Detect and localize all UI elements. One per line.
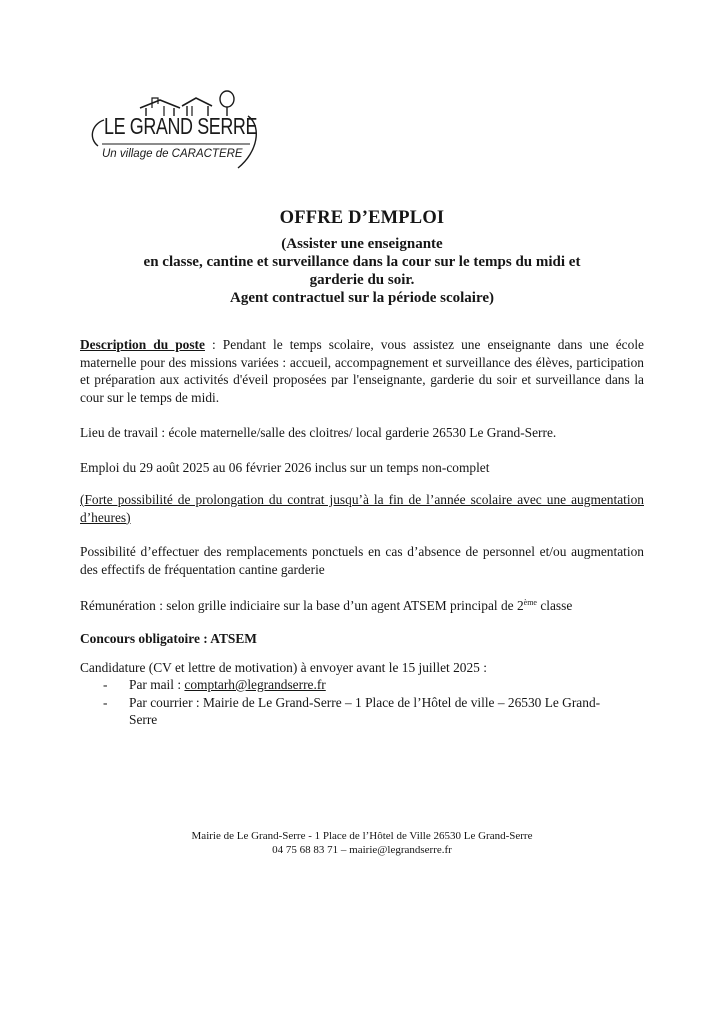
municipal-logo xyxy=(82,86,262,186)
remuneration xyxy=(80,594,644,615)
remuneration-text: Rémunération : selon grille indiciaire sur la base d’un agent ATSEM principal de 2 xyxy=(80,598,524,613)
work-location: Lieu de travail : école maternelle/salle des cloitres/ local garderie 26530 Le Grand-Serre. xyxy=(80,425,557,440)
mail-label: Par mail : xyxy=(129,677,185,692)
email-link[interactable]: comptarh@legrandserre.fr xyxy=(184,677,326,692)
remuneration-ordinal: ème xyxy=(523,598,537,607)
offer-subtitle-line-1: (Assister une enseignante xyxy=(281,236,443,252)
required-exam: Concours obligatoire : ATSEM xyxy=(80,631,257,646)
offer-title: OFFRE D’EMPLOI xyxy=(279,208,445,228)
bullet-dash: - xyxy=(103,677,108,692)
extension-note: (Forte possibilité de prolongation du contrat jusqu’à la fin de l’année scolaire avec une augmentation d’heures) xyxy=(80,492,644,525)
application-methods xyxy=(103,676,623,729)
job-description xyxy=(80,336,644,406)
list-item xyxy=(103,676,623,694)
remuneration-class: classe xyxy=(536,598,573,613)
job-description-label: Description du poste xyxy=(80,337,205,352)
postal-address: Par courrier : Mairie de Le Grand-Serre – 1 Place de l’Hôtel de ville – 26530 Le Grand-Serre xyxy=(129,694,601,727)
offer-subtitle-line-2: en classe, cantine et surveillance dans la cour sur le temps du midi et xyxy=(143,254,581,270)
employment-period: Emploi du 29 août 2025 au 06 février 2026 inclus sur un temps non-complet xyxy=(80,460,490,475)
replacement-note: Possibilité d’effectuer des remplacements ponctuels en cas d’absence de personnel et/ou augmentation des effectifs de fréquentation cantine garderie xyxy=(80,544,644,577)
offer-subtitle-line-3: garderie du soir. xyxy=(309,272,415,288)
logo-subtitle: Un village de CARACTERE xyxy=(102,148,243,160)
offer-subtitle-line-4: Agent contractuel sur la période scolaire) xyxy=(230,290,494,306)
list-item xyxy=(103,694,623,729)
footer-contact: 04 75 68 83 71 – mairie@legrandserre.fr xyxy=(272,844,452,856)
footer-address: Mairie de Le Grand-Serre - 1 Place de l’Hôtel de Ville 26530 Le Grand-Serre xyxy=(191,830,533,842)
logo-title: LE GRAND SERRE xyxy=(104,113,258,139)
application-intro: Candidature (CV et lettre de motivation) à envoyer avant le 15 juillet 2025 : xyxy=(80,660,487,675)
bullet-dash: - xyxy=(103,694,108,710)
job-description-text: : Pendant le temps scolaire, vous assistez une enseignante dans une école maternelle pour des missions variées : accueil, accompagnement et surveillance des élèves, participation et préparation aux activités d'éveil proposées par l'enseignante, garderie du soir et surveillance dans la cour sur le temps de midi. xyxy=(80,337,644,405)
